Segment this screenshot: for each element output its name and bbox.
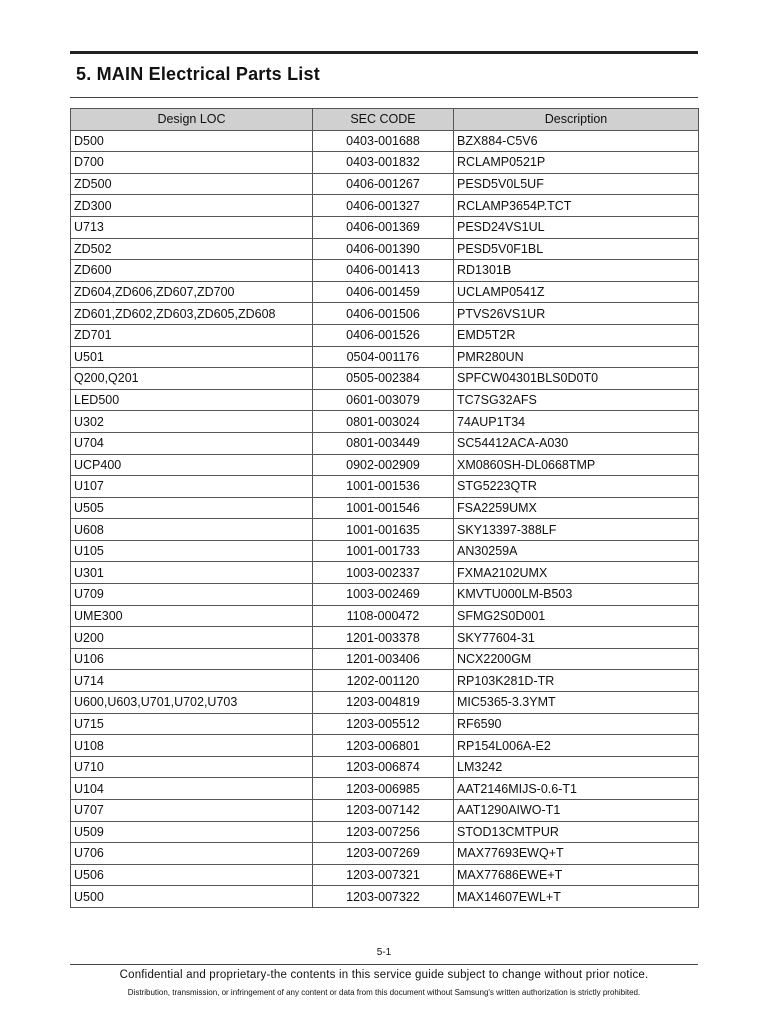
description-cell: XM0860SH-DL0668TMP xyxy=(454,454,699,476)
table-row xyxy=(71,324,699,346)
table-row xyxy=(71,756,699,778)
design-loc-cell: U710 xyxy=(71,756,313,778)
table-row xyxy=(71,411,699,433)
sec-code-cell: 1001-001733 xyxy=(313,540,454,562)
table-header-row xyxy=(71,109,699,131)
description-cell: EMD5T2R xyxy=(454,324,699,346)
table-row xyxy=(71,843,699,865)
header-description: Description xyxy=(454,109,699,131)
description-cell: STOD13CMTPUR xyxy=(454,821,699,843)
table-row xyxy=(71,173,699,195)
table-row xyxy=(71,713,699,735)
description-cell: UCLAMP0541Z xyxy=(454,281,699,303)
design-loc-cell: U106 xyxy=(71,648,313,670)
design-loc-cell: ZD604,ZD606,ZD607,ZD700 xyxy=(71,281,313,303)
description-cell: FSA2259UMX xyxy=(454,497,699,519)
description-cell: PTVS26VS1UR xyxy=(454,303,699,325)
design-loc-cell: U704 xyxy=(71,432,313,454)
table-row xyxy=(71,886,699,908)
design-loc-cell: LED500 xyxy=(71,389,313,411)
sec-code-cell: 1001-001635 xyxy=(313,519,454,541)
design-loc-cell: U108 xyxy=(71,735,313,757)
sec-code-cell: 1203-007321 xyxy=(313,864,454,886)
sec-code-cell: 1001-001536 xyxy=(313,476,454,498)
table-row xyxy=(71,389,699,411)
design-loc-cell: U709 xyxy=(71,584,313,606)
sec-code-cell: 1203-005512 xyxy=(313,713,454,735)
design-loc-cell: U302 xyxy=(71,411,313,433)
sec-code-cell: 1203-007269 xyxy=(313,843,454,865)
table-row xyxy=(71,130,699,152)
description-cell: RD1301B xyxy=(454,260,699,282)
design-loc-cell: ZD500 xyxy=(71,173,313,195)
footer-rule xyxy=(70,964,698,965)
description-cell: MAX77693EWQ+T xyxy=(454,843,699,865)
sec-code-cell: 0406-001413 xyxy=(313,260,454,282)
sec-code-cell: 1203-006801 xyxy=(313,735,454,757)
table-row xyxy=(71,648,699,670)
table-row xyxy=(71,281,699,303)
table-row xyxy=(71,864,699,886)
description-cell: NCX2200GM xyxy=(454,648,699,670)
description-cell: BZX884-C5V6 xyxy=(454,130,699,152)
description-cell: PMR280UN xyxy=(454,346,699,368)
description-cell: SFMG2S0D001 xyxy=(454,605,699,627)
design-loc-cell: U105 xyxy=(71,540,313,562)
sec-code-cell: 1202-001120 xyxy=(313,670,454,692)
design-loc-cell: U506 xyxy=(71,864,313,886)
sec-code-cell: 1003-002337 xyxy=(313,562,454,584)
sec-code-cell: 1203-007142 xyxy=(313,800,454,822)
description-cell: MIC5365-3.3YMT xyxy=(454,692,699,714)
sec-code-cell: 0403-001688 xyxy=(313,130,454,152)
table-row xyxy=(71,368,699,390)
description-cell: STG5223QTR xyxy=(454,476,699,498)
sec-code-cell: 0505-002384 xyxy=(313,368,454,390)
sec-code-cell: 1001-001546 xyxy=(313,497,454,519)
table-row xyxy=(71,540,699,562)
table-row xyxy=(71,346,699,368)
table-row xyxy=(71,303,699,325)
description-cell: AAT1290AIWO-T1 xyxy=(454,800,699,822)
design-loc-cell: U600,U603,U701,U702,U703 xyxy=(71,692,313,714)
table-row xyxy=(71,195,699,217)
sec-code-cell: 1203-006874 xyxy=(313,756,454,778)
design-loc-cell: D500 xyxy=(71,130,313,152)
table-row xyxy=(71,497,699,519)
page-title: 5. MAIN Electrical Parts List xyxy=(76,64,320,84)
header-design-loc: Design LOC xyxy=(71,109,313,131)
description-cell: SPFCW04301BLS0D0T0 xyxy=(454,368,699,390)
design-loc-cell: ZD300 xyxy=(71,195,313,217)
table-row xyxy=(71,216,699,238)
sec-code-cell: 0406-001369 xyxy=(313,216,454,238)
design-loc-cell: UCP400 xyxy=(71,454,313,476)
table-row xyxy=(71,692,699,714)
footer-copyright: Distribution, transmission, or infringement of any content or data from this document without Samsung's written authorization is strictly prohibited. xyxy=(127,988,641,997)
design-loc-cell: U505 xyxy=(71,497,313,519)
sec-code-cell: 0406-001390 xyxy=(313,238,454,260)
description-cell: AN30259A xyxy=(454,540,699,562)
description-cell: RP154L006A-E2 xyxy=(454,735,699,757)
design-loc-cell: U715 xyxy=(71,713,313,735)
description-cell: SC54412ACA-A030 xyxy=(454,432,699,454)
description-cell: RF6590 xyxy=(454,713,699,735)
table-row xyxy=(71,800,699,822)
design-loc-cell: U509 xyxy=(71,821,313,843)
description-cell: MAX77686EWE+T xyxy=(454,864,699,886)
description-cell: SKY77604-31 xyxy=(454,627,699,649)
design-loc-cell: Q200,Q201 xyxy=(71,368,313,390)
description-cell: AAT2146MIJS-0.6-T1 xyxy=(454,778,699,800)
design-loc-cell: U500 xyxy=(71,886,313,908)
table-row xyxy=(71,519,699,541)
design-loc-cell: UME300 xyxy=(71,605,313,627)
table-row xyxy=(71,670,699,692)
description-cell: RCLAMP0521P xyxy=(454,152,699,174)
page-number: 5-1 xyxy=(376,947,392,958)
description-cell: LM3242 xyxy=(454,756,699,778)
description-cell: PESD24VS1UL xyxy=(454,216,699,238)
parts-table xyxy=(70,108,699,908)
sec-code-cell: 0601-003079 xyxy=(313,389,454,411)
design-loc-cell: U707 xyxy=(71,800,313,822)
sec-code-cell: 0406-001267 xyxy=(313,173,454,195)
description-cell: MAX14607EWL+T xyxy=(454,886,699,908)
top-rule xyxy=(70,51,698,54)
design-loc-cell: U713 xyxy=(71,216,313,238)
description-cell: KMVTU000LM-B503 xyxy=(454,584,699,606)
design-loc-cell: ZD600 xyxy=(71,260,313,282)
sec-code-cell: 1201-003406 xyxy=(313,648,454,670)
sec-code-cell: 1203-007322 xyxy=(313,886,454,908)
description-cell: RP103K281D-TR xyxy=(454,670,699,692)
description-cell: PESD5V0F1BL xyxy=(454,238,699,260)
sec-code-cell: 0801-003449 xyxy=(313,432,454,454)
sec-code-cell: 0406-001526 xyxy=(313,324,454,346)
sec-code-cell: 1203-006985 xyxy=(313,778,454,800)
title-rule xyxy=(70,97,698,98)
table-row xyxy=(71,735,699,757)
sec-code-cell: 0902-002909 xyxy=(313,454,454,476)
description-cell: FXMA2102UMX xyxy=(454,562,699,584)
sec-code-cell: 0801-003024 xyxy=(313,411,454,433)
sec-code-cell: 0406-001459 xyxy=(313,281,454,303)
table-row xyxy=(71,476,699,498)
description-cell: TC7SG32AFS xyxy=(454,389,699,411)
description-cell: SKY13397-388LF xyxy=(454,519,699,541)
design-loc-cell: U200 xyxy=(71,627,313,649)
design-loc-cell: U301 xyxy=(71,562,313,584)
design-loc-cell: U107 xyxy=(71,476,313,498)
header-sec-code: SEC CODE xyxy=(313,109,454,131)
description-cell: PESD5V0L5UF xyxy=(454,173,699,195)
design-loc-cell: ZD601,ZD602,ZD603,ZD605,ZD608 xyxy=(71,303,313,325)
sec-code-cell: 1201-003378 xyxy=(313,627,454,649)
table-row xyxy=(71,627,699,649)
table-row xyxy=(71,260,699,282)
sec-code-cell: 1203-004819 xyxy=(313,692,454,714)
sec-code-cell: 1203-007256 xyxy=(313,821,454,843)
design-loc-cell: U104 xyxy=(71,778,313,800)
sec-code-cell: 0504-001176 xyxy=(313,346,454,368)
design-loc-cell: U501 xyxy=(71,346,313,368)
table-row xyxy=(71,562,699,584)
design-loc-cell: ZD502 xyxy=(71,238,313,260)
design-loc-cell: U608 xyxy=(71,519,313,541)
design-loc-cell: D700 xyxy=(71,152,313,174)
description-cell: RCLAMP3654P.TCT xyxy=(454,195,699,217)
table-row xyxy=(71,821,699,843)
table-row xyxy=(71,778,699,800)
sec-code-cell: 1003-002469 xyxy=(313,584,454,606)
description-cell: 74AUP1T34 xyxy=(454,411,699,433)
sec-code-cell: 0406-001327 xyxy=(313,195,454,217)
parts-table-body xyxy=(71,130,699,907)
table-row xyxy=(71,454,699,476)
design-loc-cell: ZD701 xyxy=(71,324,313,346)
sec-code-cell: 0406-001506 xyxy=(313,303,454,325)
table-row xyxy=(71,432,699,454)
table-row xyxy=(71,152,699,174)
table-row xyxy=(71,238,699,260)
design-loc-cell: U706 xyxy=(71,843,313,865)
footer-notice: Confidential and proprietary-the contents in this service guide subject to change without prior notice. xyxy=(119,969,649,981)
sec-code-cell: 1108-000472 xyxy=(313,605,454,627)
table-row xyxy=(71,584,699,606)
table-row xyxy=(71,605,699,627)
sec-code-cell: 0403-001832 xyxy=(313,152,454,174)
design-loc-cell: U714 xyxy=(71,670,313,692)
